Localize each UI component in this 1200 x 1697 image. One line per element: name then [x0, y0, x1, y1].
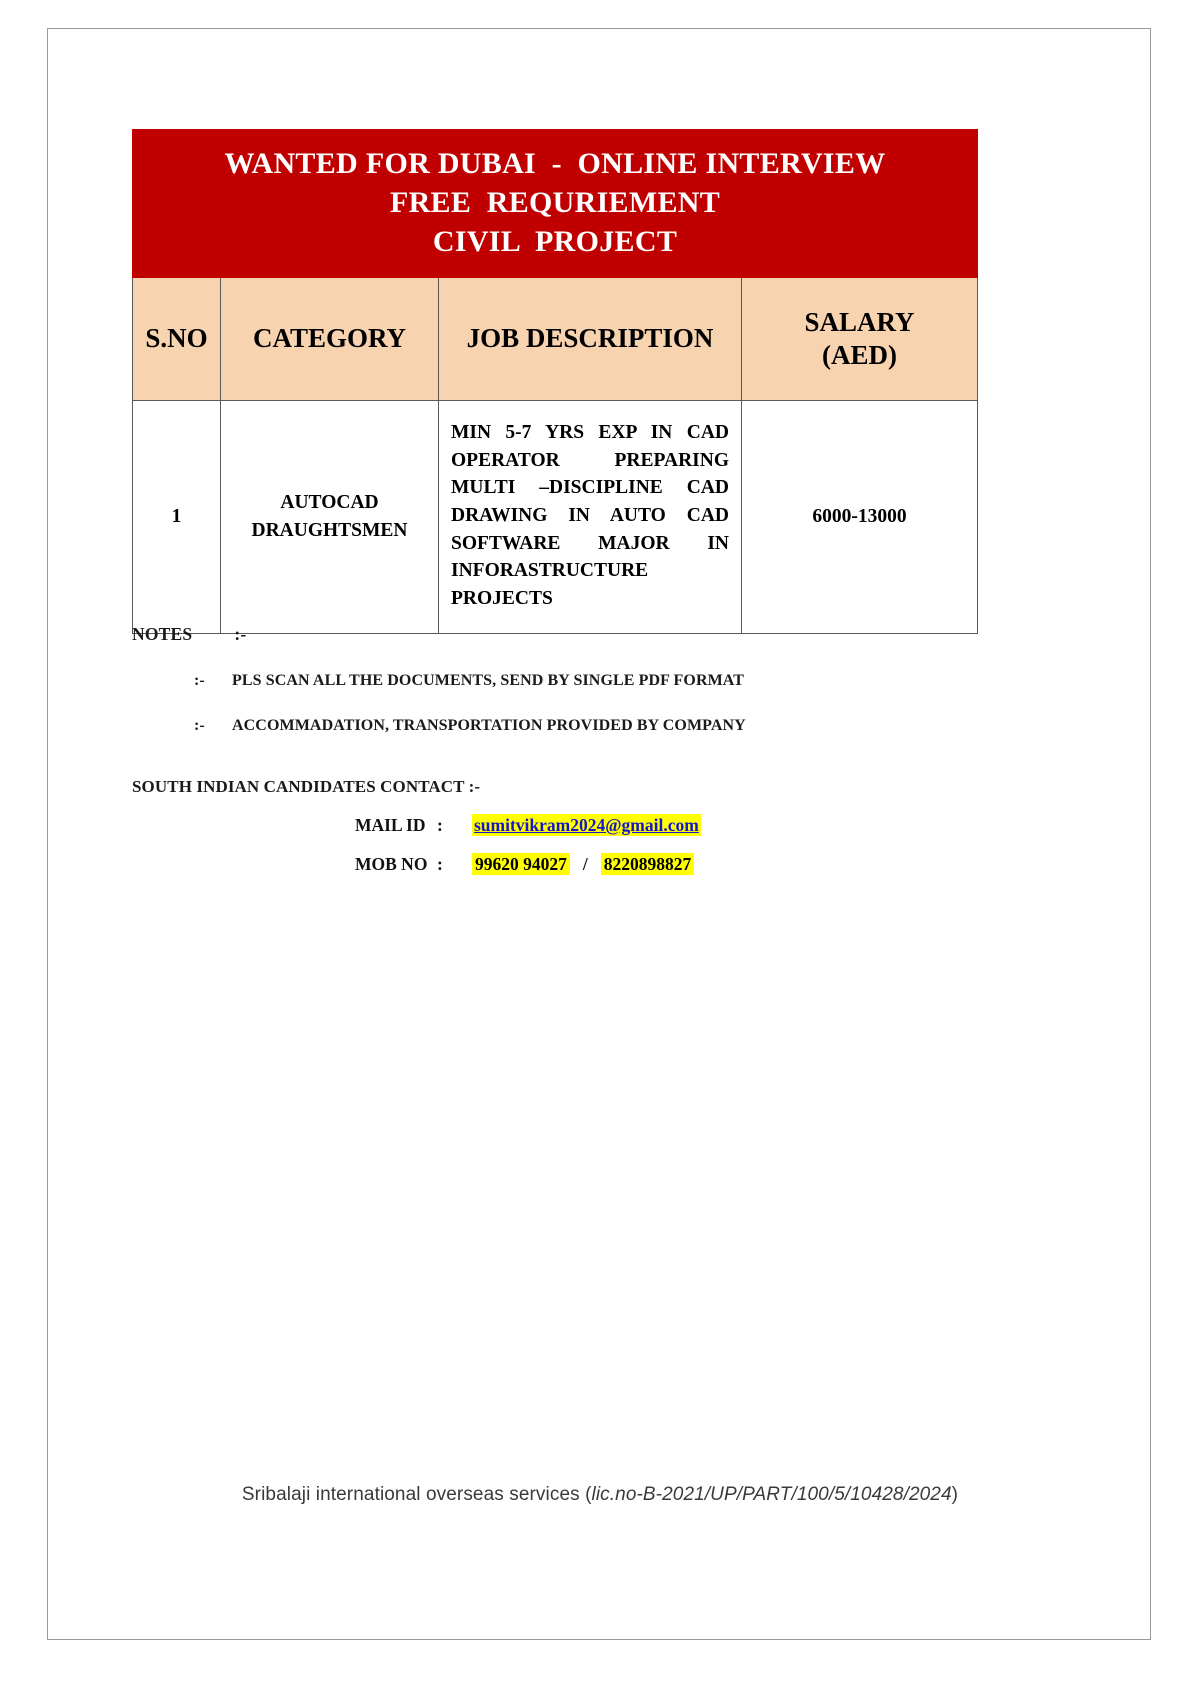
email-link[interactable]: sumitvikram2024@gmail.com	[474, 815, 699, 835]
column-header-sno: S.NO	[133, 278, 221, 401]
cell-job-description: MIN 5-7 YRS EXP IN CAD OPERATOR PREPARING MULTI –DISCIPLINE CAD DRAWING IN AUTO CAD SOFTWARE MAJOR IN INFORASTRUCTURE PROJECTS	[439, 400, 742, 633]
notes-title-colon: :-	[234, 624, 247, 644]
banner-line-2: FREE REQURIEMENT	[389, 186, 721, 219]
cell-category-line-2: DRAUGHTSMEN	[251, 519, 408, 541]
cell-sno: 1	[133, 400, 221, 633]
mobile-number-primary: 99620 94027	[472, 853, 570, 875]
document-page	[47, 28, 1151, 1640]
column-header-category: CATEGORY	[221, 278, 439, 401]
note-item-text: PLS SCAN ALL THE DOCUMENTS, SEND BY SINGLE PDF FORMAT	[232, 672, 745, 689]
mail-id-row	[132, 815, 1092, 836]
notes-title	[132, 624, 1092, 645]
banner-line-3: CIVIL PROJECT	[432, 225, 678, 258]
contact-section	[132, 777, 1092, 875]
footer-license-number: lic.no-B-2021/UP/PART/100/5/10428/2024	[591, 1484, 952, 1505]
note-item	[132, 717, 1092, 735]
note-item-text: ACCOMMADATION, TRANSPORTATION PROVIDED BY COMPANY	[232, 717, 746, 734]
mail-id-value	[472, 815, 1092, 836]
mobile-number-separator: :	[437, 854, 443, 874]
mobile-number-secondary: 8220898827	[601, 853, 695, 875]
footer-close-paren: )	[951, 1484, 959, 1505]
mobile-number-row	[132, 854, 1092, 875]
mail-id-label: MAIL ID	[355, 815, 426, 835]
column-header-salary-main: SALARY	[804, 307, 915, 337]
footer-company-name: Sribalaji international overseas services (	[241, 1484, 592, 1505]
job-requirement-table	[132, 129, 978, 634]
column-header-salary	[742, 278, 978, 401]
column-header-job-description: JOB DESCRIPTION	[439, 278, 742, 401]
cell-category-line-1: AUTOCAD	[280, 492, 379, 514]
mobile-number-label: MOB NO	[355, 854, 428, 874]
cell-salary: 6000-13000	[742, 400, 978, 633]
banner-line-1: WANTED FOR DUBAI - ONLINE INTERVIEW	[224, 147, 886, 180]
contact-heading: SOUTH INDIAN CANDIDATES CONTACT :-	[132, 777, 481, 796]
mobile-number-value	[472, 854, 1092, 875]
page-footer	[48, 1484, 1152, 1506]
note-item-marker: :-	[194, 717, 205, 734]
note-item-marker: :-	[194, 672, 205, 689]
notes-title-label: NOTES	[132, 624, 193, 644]
page-content	[48, 29, 1152, 1641]
mail-id-separator: :	[437, 815, 443, 835]
note-item	[132, 672, 1092, 690]
banner-cell	[133, 130, 978, 278]
column-header-salary-currency: (AED)	[822, 339, 898, 370]
notes-section	[132, 624, 1092, 735]
cell-category	[221, 400, 439, 633]
mobile-number-slash: /	[582, 854, 588, 874]
banner-row	[133, 130, 978, 278]
table-header-row	[133, 278, 978, 401]
table-row	[133, 400, 978, 633]
